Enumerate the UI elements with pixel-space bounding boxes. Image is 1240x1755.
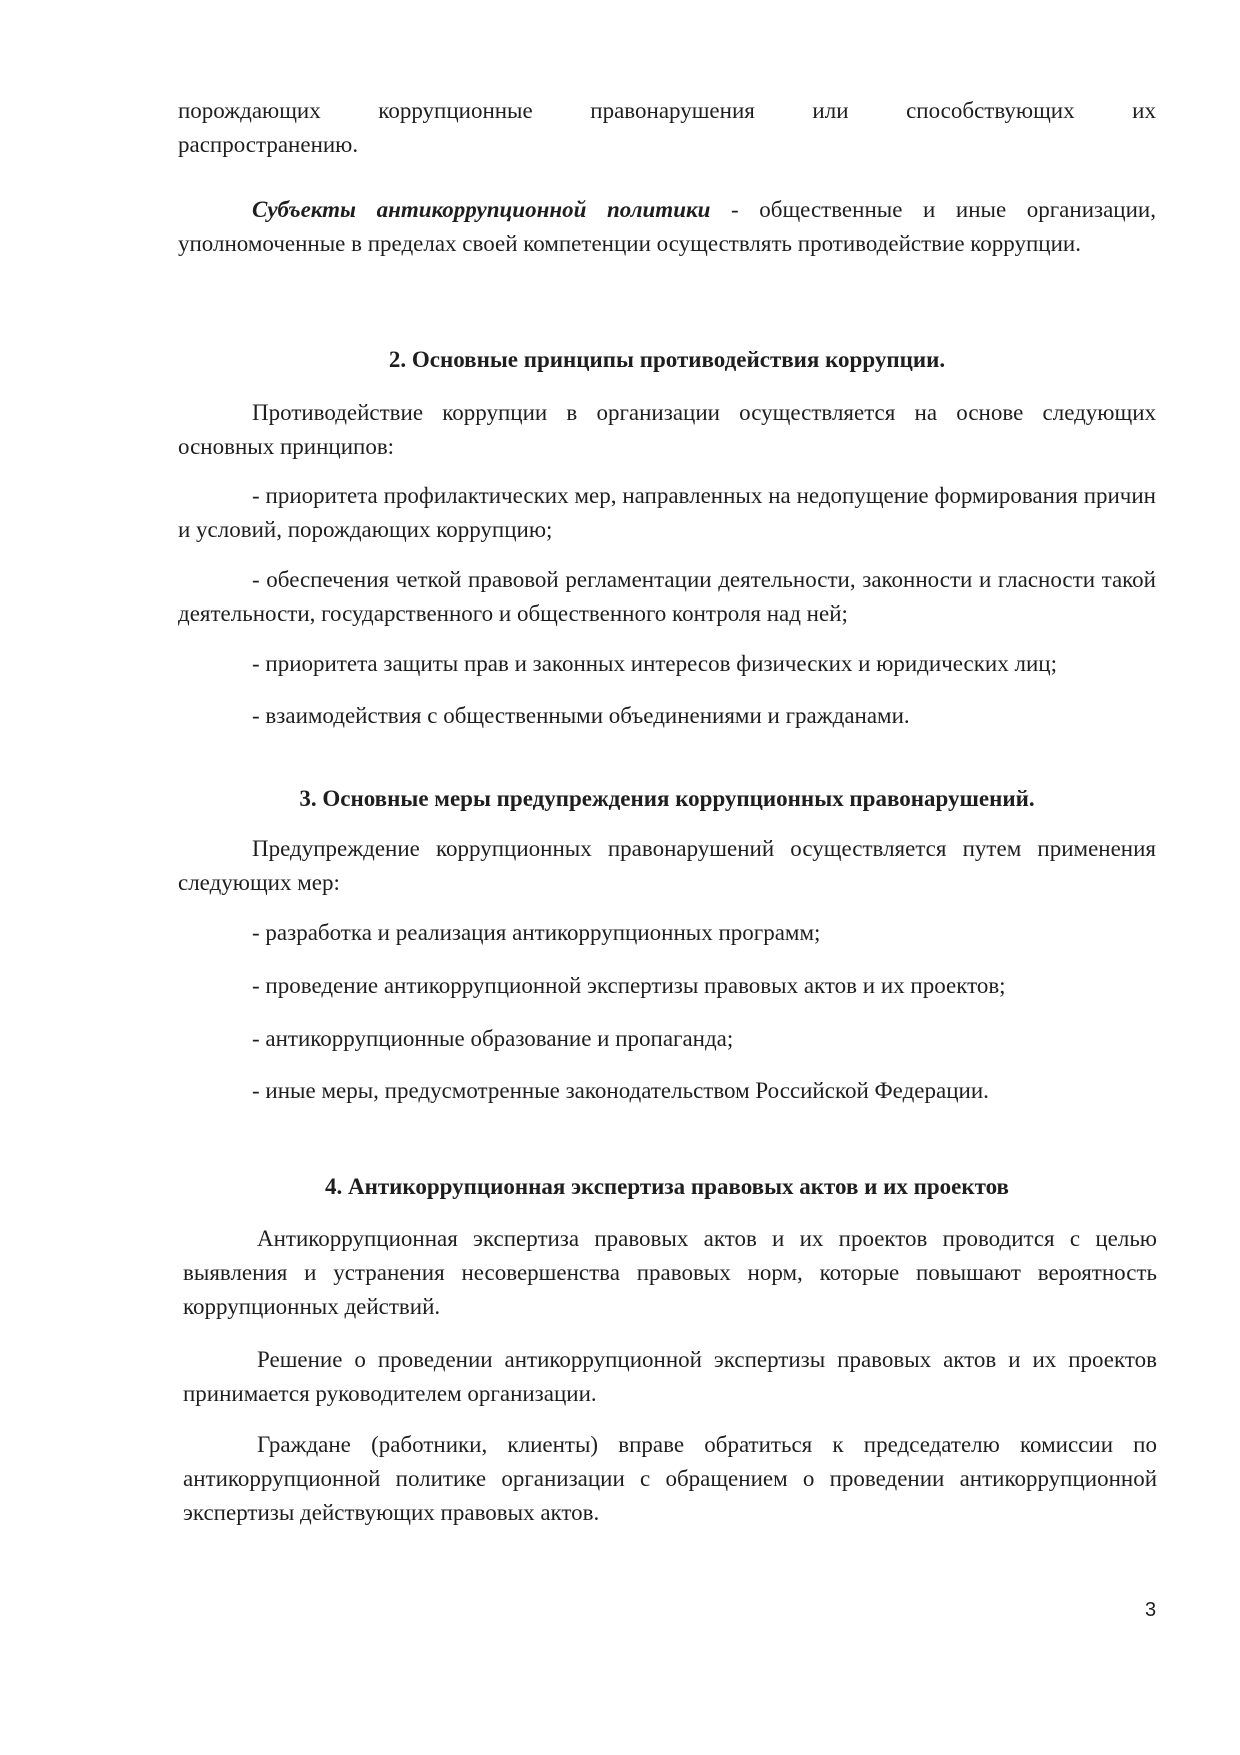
intro-line-2: распространению. xyxy=(178,132,359,157)
section-3-item-2 xyxy=(178,969,1156,1003)
subjects-paragraph xyxy=(178,193,1156,261)
section-3-lead xyxy=(178,832,1156,900)
section-2-lead-text: Противодействие коррупции в организации осуществляется на основе следующих основных принципов: xyxy=(178,400,1156,459)
section-4-paragraph-2 xyxy=(183,1343,1157,1411)
section-3-item-3 xyxy=(178,1022,1156,1056)
list-item: - взаимодействия с общественными объединениями и гражданами. xyxy=(252,703,910,728)
section-3-item-4 xyxy=(178,1074,1156,1108)
intro-paragraph xyxy=(178,94,1156,162)
section-4-text-2: Решение о проведении антикоррупционной экспертизы правовых актов и их проектов принимается руководителем организации. xyxy=(183,1347,1157,1406)
section-3-lead-text: Предупреждение коррупционных правонарушений осуществляется путем применения следующих мер: xyxy=(178,836,1156,895)
list-item: - проведение антикоррупционной экспертизы правовых актов и их проектов; xyxy=(252,973,1006,998)
section-2-item-2 xyxy=(178,563,1156,631)
subjects-definition: - общественные и иные организации, уполномоченные в пределах своей компетенции осуществлять противодействие коррупции. xyxy=(178,197,1156,256)
section-3-item-1 xyxy=(178,916,1156,950)
list-item: - разработка и реализация антикоррупционных программ; xyxy=(252,920,821,945)
section-4-text-1: Антикоррупционная экспертиза правовых актов и их проектов проводится с целью выявления и устранения несовершенства правовых норм, которые повышают вероятность коррупционных действий. xyxy=(183,1226,1157,1319)
subjects-term: Субъекты антикоррупционной политики xyxy=(252,197,711,222)
section-4-paragraph-3 xyxy=(183,1428,1157,1530)
list-item: - иные меры, предусмотренные законодательством Российской Федерации. xyxy=(252,1078,989,1103)
subjects-text xyxy=(178,193,1156,261)
section-2-lead xyxy=(178,396,1156,464)
section-4-paragraph-1 xyxy=(183,1222,1157,1324)
list-item: - приоритета защиты прав и законных интересов физических и юридических лиц; xyxy=(252,651,1057,676)
page-number: 3 xyxy=(1145,1599,1157,1621)
list-item: - обеспечения четкой правовой регламентации деятельности, законности и гласности такой деятельности, государственного и общественного контроля над ней; xyxy=(178,567,1156,626)
section-2-item-1 xyxy=(178,479,1156,547)
list-item: - приоритета профилактических мер, направленных на недопущение формирования причин и условий, порождающих коррупцию; xyxy=(178,483,1156,542)
intro-line-1: порождающих коррупционные правонарушения или способствующих их xyxy=(178,98,1156,123)
section-4-heading: 4. Антикоррупционная экспертиза правовых актов и их проектов xyxy=(325,1174,1009,1199)
section-2-item-4 xyxy=(178,699,1156,733)
list-item: - антикоррупционные образование и пропаганда; xyxy=(252,1026,734,1051)
section-3-heading: 3. Основные меры предупреждения коррупционных правонарушений. xyxy=(299,786,1035,811)
section-2-item-3 xyxy=(178,647,1156,681)
section-4-text-3: Граждане (работники, клиенты) вправе обратиться к председателю комиссии по антикоррупционной политике организации с обращением о проведении антикоррупционной экспертизы действующих правовых актов. xyxy=(183,1432,1157,1525)
section-2-heading: 2. Основные принципы противодействия коррупции. xyxy=(388,347,946,372)
